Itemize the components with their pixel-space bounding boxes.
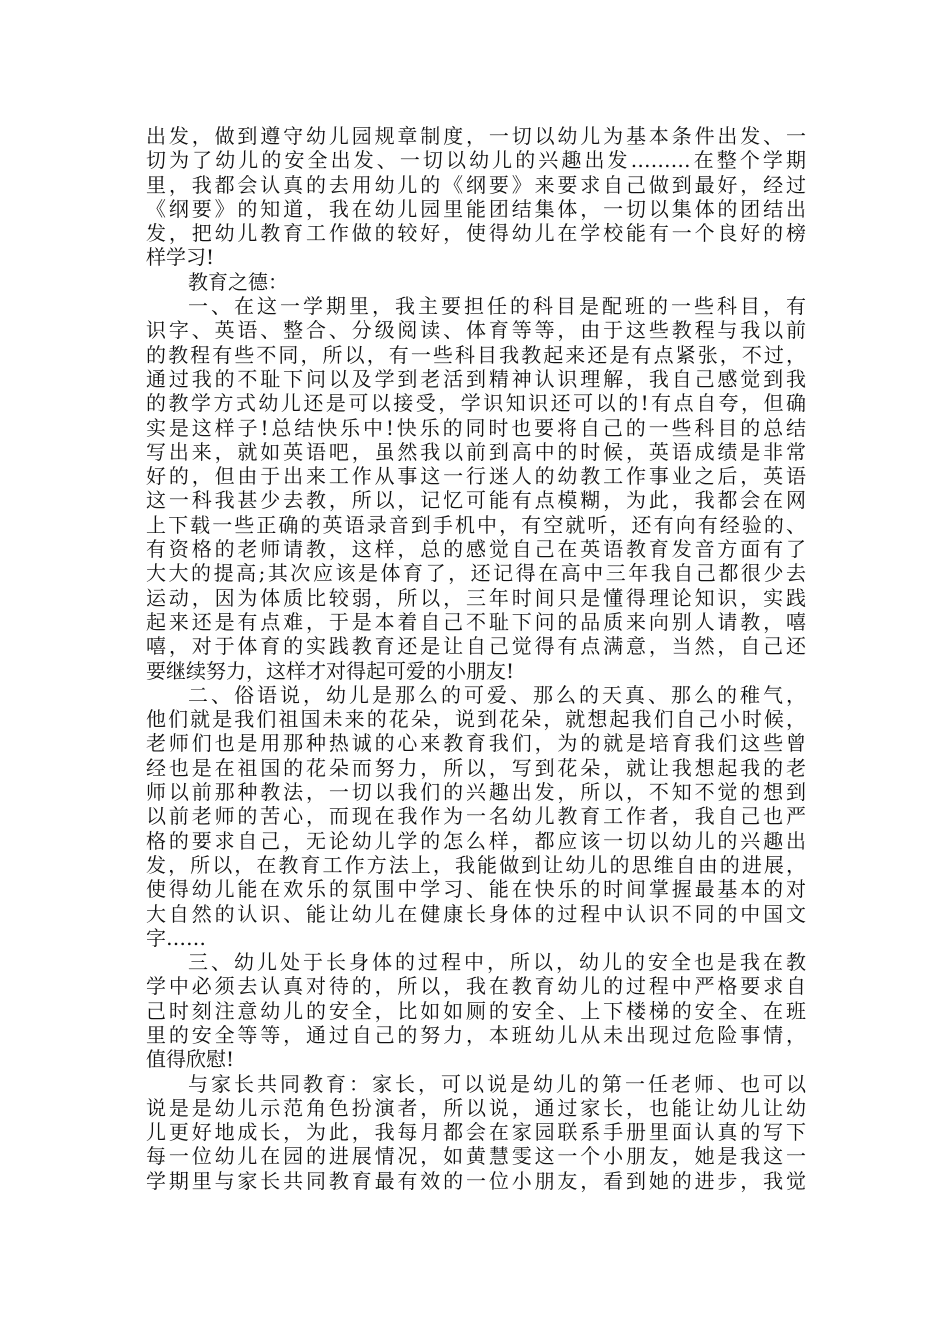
text-line: 起来还是有点难，于是本着自己不耻下问的品质来向别人请教，嘻 — [146, 609, 806, 634]
text-line: 说是是幼儿示范角色扮演者，所以说，通过家长，也能让幼儿让幼 — [146, 1095, 806, 1120]
text-line: 师以前那种教法，一切以我们的兴趣出发，所以，不知不觉的想到 — [146, 780, 806, 805]
text-line: 大大的提高;其次应该是体育了，还记得在高中三年我自己都很少去 — [146, 561, 806, 586]
text-line: 字…… — [146, 925, 206, 950]
text-line: 运动，因为体质比较弱，所以，三年时间只是懂得理论知识，实践 — [146, 585, 806, 610]
text-line: 教育之德： — [188, 269, 288, 294]
text-line: 要继续努力，这样才对得起可爱的小朋友! — [146, 658, 515, 683]
text-line: 学中必须去认真对待的，所以，我在教育幼儿的过程中严格要求自 — [146, 974, 806, 999]
text-line: 好的，但由于出来工作从事这一行迷人的幼教工作事业之后，英语 — [146, 464, 806, 489]
text-line: 上下载一些正确的英语录音到手机中，有空就听，还有向有经验的、 — [146, 512, 806, 537]
text-line: 通过我的不耻下问以及学到老活到精神认识理解，我自己感觉到我 — [146, 366, 806, 391]
text-line: 他们就是我们祖国未来的花朵，说到花朵，就想起我们自己小时候， — [146, 707, 806, 732]
text-line: 有资格的老师请教，这样，总的感觉自己在英语教育发音方面有了 — [146, 537, 806, 562]
text-line: 老师们也是用那种热诚的心来教育我们，为的就是培育我们这些曾 — [146, 731, 806, 756]
text-line: 切为了幼儿的安全出发、一切以幼儿的兴趣出发………在整个学期 — [146, 148, 806, 173]
text-line: 一、在这一学期里，我主要担任的科目是配班的一些科目，有 — [188, 294, 806, 319]
text-line: 格的要求自己，无论幼儿学的怎么样，都应该一切以幼儿的兴趣出 — [146, 828, 806, 853]
paragraph — [146, 294, 806, 683]
text-line: 儿更好地成长，为此，我每月都会在家园联系手册里面认真的写下 — [146, 1120, 806, 1145]
paragraph — [146, 950, 806, 1071]
text-line: 识字、英语、整合、分级阅读、体育等等，由于这些教程与我以前 — [146, 318, 806, 343]
text-line: 每一位幼儿在园的进展情况，如黄慧雯这一个小朋友，她是我这一 — [146, 1144, 806, 1169]
text-line: 的教学方式幼儿还是可以接受，学识知识还可以的!有点自夸，但确 — [146, 391, 806, 416]
text-line: 写出来，就如英语吧，虽然我以前到高中的时候，英语成绩是非常 — [146, 439, 806, 464]
text-line: 值得欣慰! — [146, 1047, 235, 1072]
text-line: 《纲要》的知道，我在幼儿园里能团结集体，一切以集体的团结出 — [146, 196, 806, 221]
text-line: 大自然的认识、能让幼儿在健康长身体的过程中认识不同的中国文 — [146, 901, 806, 926]
text-line: 实是这样子!总结快乐中!快乐的同时也要将自己的一些科目的总结 — [146, 415, 806, 440]
paragraph — [146, 124, 806, 270]
text-line: 经也是在祖国的花朵而努力，所以，写到花朵，就让我想起我的老 — [146, 755, 806, 780]
text-line: 发，所以，在教育工作方法上，我能做到让幼儿的思维自由的进展， — [146, 852, 806, 877]
text-line: 样学习! — [146, 245, 215, 270]
text-line: 三、幼儿处于长身体的过程中，所以，幼儿的安全也是我在教 — [188, 950, 806, 975]
text-line: 使得幼儿能在欢乐的氛围中学习、能在快乐的时间掌握最基本的对 — [146, 877, 806, 902]
section-heading — [146, 270, 806, 294]
text-line: 发，把幼儿教育工作做的较好，使得幼儿在学校能有一个良好的榜 — [146, 221, 806, 246]
text-line: 与家长共同教育：家长，可以说是幼儿的第一任老师、也可以 — [188, 1071, 806, 1096]
text-line: 里的安全等等，通过自己的努力，本班幼儿从未出现过危险事情， — [146, 1022, 806, 1047]
text-line: 出发，做到遵守幼儿园规章制度，一切以幼儿为基本条件出发、一 — [146, 124, 806, 148]
text-line: 二、俗语说，幼儿是那么的可爱、那么的天真、那么的稚气， — [188, 682, 806, 707]
text-line: 以前老师的苦心，而现在我作为一名幼儿教育工作者，我自己也严 — [146, 804, 806, 829]
text-line: 的教程有些不同，所以，有一些科目我教起来还是有点紧张，不过， — [146, 342, 806, 367]
text-line: 己时刻注意幼儿的安全，比如如厕的安全、上下楼梯的安全、在班 — [146, 998, 806, 1023]
text-line: 嘻，对于体育的实践教育还是让自己觉得有点满意，当然，自己还 — [146, 634, 806, 659]
text-line: 里，我都会认真的去用幼儿的《纲要》来要求自己做到最好，经过 — [146, 172, 806, 197]
text-line: 这一科我甚少去教，所以，记忆可能有点模糊，为此，我都会在网 — [146, 488, 806, 513]
document-body — [146, 124, 806, 1193]
text-line: 学期里与家长共同教育最有效的一位小朋友，看到她的进步，我觉 — [146, 1168, 806, 1193]
paragraph — [146, 683, 806, 950]
paragraph — [146, 1072, 806, 1193]
